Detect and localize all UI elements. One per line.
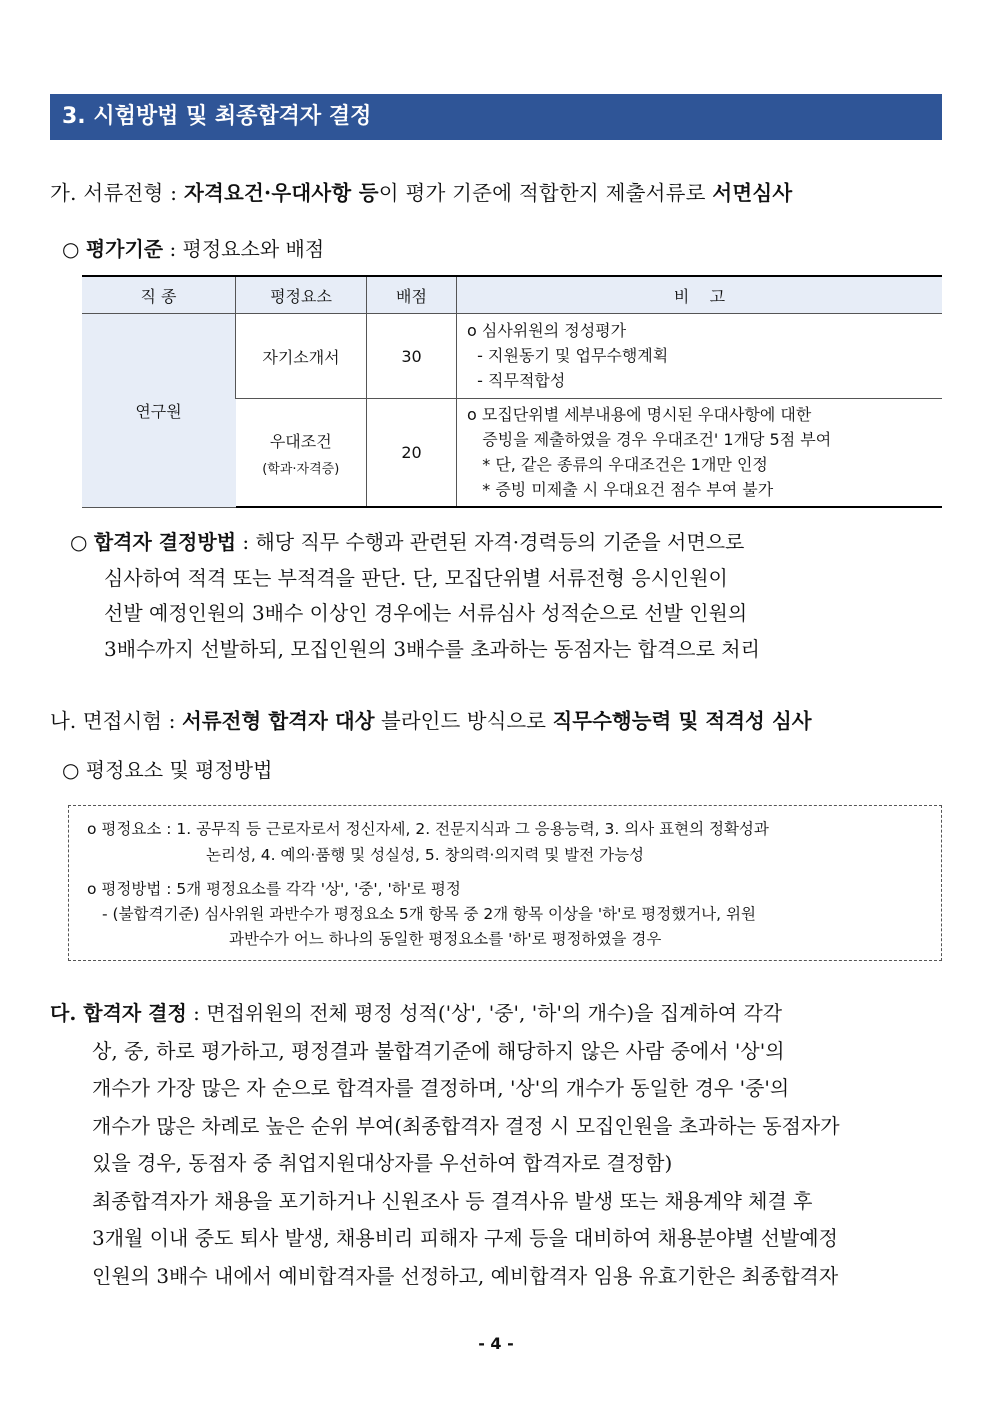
box-line: 과반수가 어느 하나의 동일한 평정요소를 '하'로 평정하였을 경우 — [229, 930, 662, 948]
remark-line: - 지원동기 및 업무수행계획 — [467, 346, 669, 365]
heading-bold-qualifications: 자격요건·우대사항 — [184, 181, 352, 205]
heading-prefix: 다. — [50, 1001, 84, 1025]
section-title: 3. 시험방법 및 최종합격자 결정 — [50, 94, 942, 140]
criteria-bold: 평가기준 — [85, 237, 164, 261]
heading-bold-review: 서면심사 — [712, 181, 793, 205]
circle-bullet-icon: ○ — [70, 530, 88, 554]
element-cell — [236, 399, 367, 508]
heading-text: 블라인드 방식으로 — [374, 709, 553, 733]
remark-line: o 모집단위별 세부내용에 명시된 우대사항에 대한 — [467, 405, 812, 424]
decision-line — [70, 525, 760, 561]
element-cell: 자기소개서 — [236, 314, 367, 399]
header-remarks: 비 고 — [457, 276, 943, 314]
heading-bold-etc: 등 — [351, 181, 379, 205]
paragraph-line: 개수가 많은 차례로 높은 순위 부여(최종합격자 결정 시 모집인원을 초과하는 동점자가 — [92, 1113, 840, 1138]
box-line: o 평정요소 : 1. 공무직 등 근로자로서 정신자세, 2. 전문지식과 그 응용능력, 3. 의사 표현의 정확성과 — [87, 820, 769, 838]
decision-line: 3배수까지 선발하되, 모집인원의 3배수를 초과하는 동점자는 합격으로 처리 — [104, 636, 760, 661]
remarks-cell — [457, 314, 943, 399]
paragraph-line: 개수가 가장 많은 자 순으로 합격자를 결정하며, '상'의 개수가 동일한 경우 '중'의 — [92, 1076, 790, 1100]
circle-bullet-icon: ○ — [62, 758, 80, 782]
criteria-text: : 평정요소와 배점 — [163, 237, 325, 261]
decision-text: : 해당 직무 수행과 관련된 자격·경력등의 기준을 서면으로 — [236, 530, 745, 554]
table-row — [82, 314, 942, 399]
element-sublabel: (학과·자격증) — [262, 461, 340, 477]
page-number: - 4 - — [478, 1334, 514, 1353]
decision-method — [70, 525, 760, 667]
remark-line: * 단, 같은 종류의 우대조건은 1개만 인정 — [467, 455, 768, 474]
final-decision-section — [50, 995, 942, 1295]
evaluation-table — [82, 275, 942, 508]
decision-paragraph-line — [50, 995, 942, 1033]
remark-line: * 증빙 미제출 시 우대요건 점수 부여 불가 — [467, 480, 774, 499]
interview-subheading — [62, 754, 272, 783]
heading-prefix: 가. 서류전형 : — [50, 181, 184, 205]
paragraph-line: 최종합격자가 채용을 포기하거나 신원조사 등 결격사유 발생 또는 채용계약 체결 후 — [92, 1188, 813, 1213]
circle-bullet-icon: ○ — [62, 237, 80, 261]
paragraph-line: 상, 중, 하로 평가하고, 평정결과 불합격기준에 해당하지 않은 사람 중에서 '상'의 — [92, 1038, 785, 1063]
element-label: 우대조건 — [269, 431, 332, 451]
decision-bold: 합격자 결정방법 — [93, 530, 237, 554]
box-line: o 평정방법 : 5개 평정요소를 각각 '상', '중', '하'로 평정 — [87, 880, 461, 898]
evaluation-method-box — [68, 805, 942, 961]
paragraph-line: 있을 경우, 동점자 중 취업지원대상자를 우선하여 합격자로 결정함) — [92, 1151, 673, 1175]
paragraph-text: : 면접위원의 전체 평정 성적('상', '중', '하'의 개수)을 집계하여 각각 — [186, 1001, 783, 1025]
remark-line: - 직무적합성 — [467, 371, 566, 390]
final-decision-bold: 합격자 결정 — [83, 1001, 187, 1025]
box-line: - (불합격기준) 심사위원 과반수가 평정요소 5개 항목 중 2개 항목 이상을 '하'로 평정했거나, 위원 — [102, 905, 756, 923]
remark-line: o 심사위원의 정성평가 — [467, 321, 627, 340]
heading-interview — [50, 704, 812, 734]
header-job: 직 종 — [82, 276, 236, 314]
header-element: 평정요소 — [236, 276, 367, 314]
job-cell: 연구원 — [82, 314, 236, 508]
box-line: 논리성, 4. 예의·품행 및 성실성, 5. 창의력·의지력 및 발전 가능성 — [206, 846, 645, 864]
paragraph-line: 3개월 이내 중도 퇴사 발생, 채용비리 피해자 구제 등을 대비하여 채용분야별 선발예정 — [92, 1226, 838, 1250]
heading-prefix: 나. 면접시험 : — [50, 709, 182, 733]
criteria-heading — [62, 233, 324, 262]
header-score: 배점 — [367, 276, 457, 314]
decision-line: 심사하여 적격 또는 부적격을 판단. 단, 모집단위별 서류전형 응시인원이 — [104, 565, 728, 590]
score-cell: 30 — [367, 314, 457, 399]
remarks-cell — [457, 399, 943, 508]
table-header-row — [82, 276, 942, 314]
heading-bold-target: 서류전형 합격자 대상 — [182, 709, 375, 733]
subheading-text: 평정요소 및 평정방법 — [79, 758, 273, 782]
paragraph-line: 인원의 3배수 내에서 예비합격자를 선정하고, 예비합격자 임용 유효기한은 최종합격자 — [92, 1263, 839, 1288]
score-cell: 20 — [367, 399, 457, 508]
heading-bold-review: 직무수행능력 및 적격성 심사 — [552, 709, 812, 733]
decision-line: 선발 예정인원의 3배수 이상인 경우에는 서류심사 성적순으로 선발 인원의 — [104, 601, 748, 625]
remark-line: 증빙을 제출하였을 경우 우대조건' 1개당 5점 부여 — [467, 430, 832, 449]
heading-document-screening — [50, 176, 792, 206]
heading-text: 이 평가 기준에 적합한지 제출서류로 — [378, 181, 713, 205]
